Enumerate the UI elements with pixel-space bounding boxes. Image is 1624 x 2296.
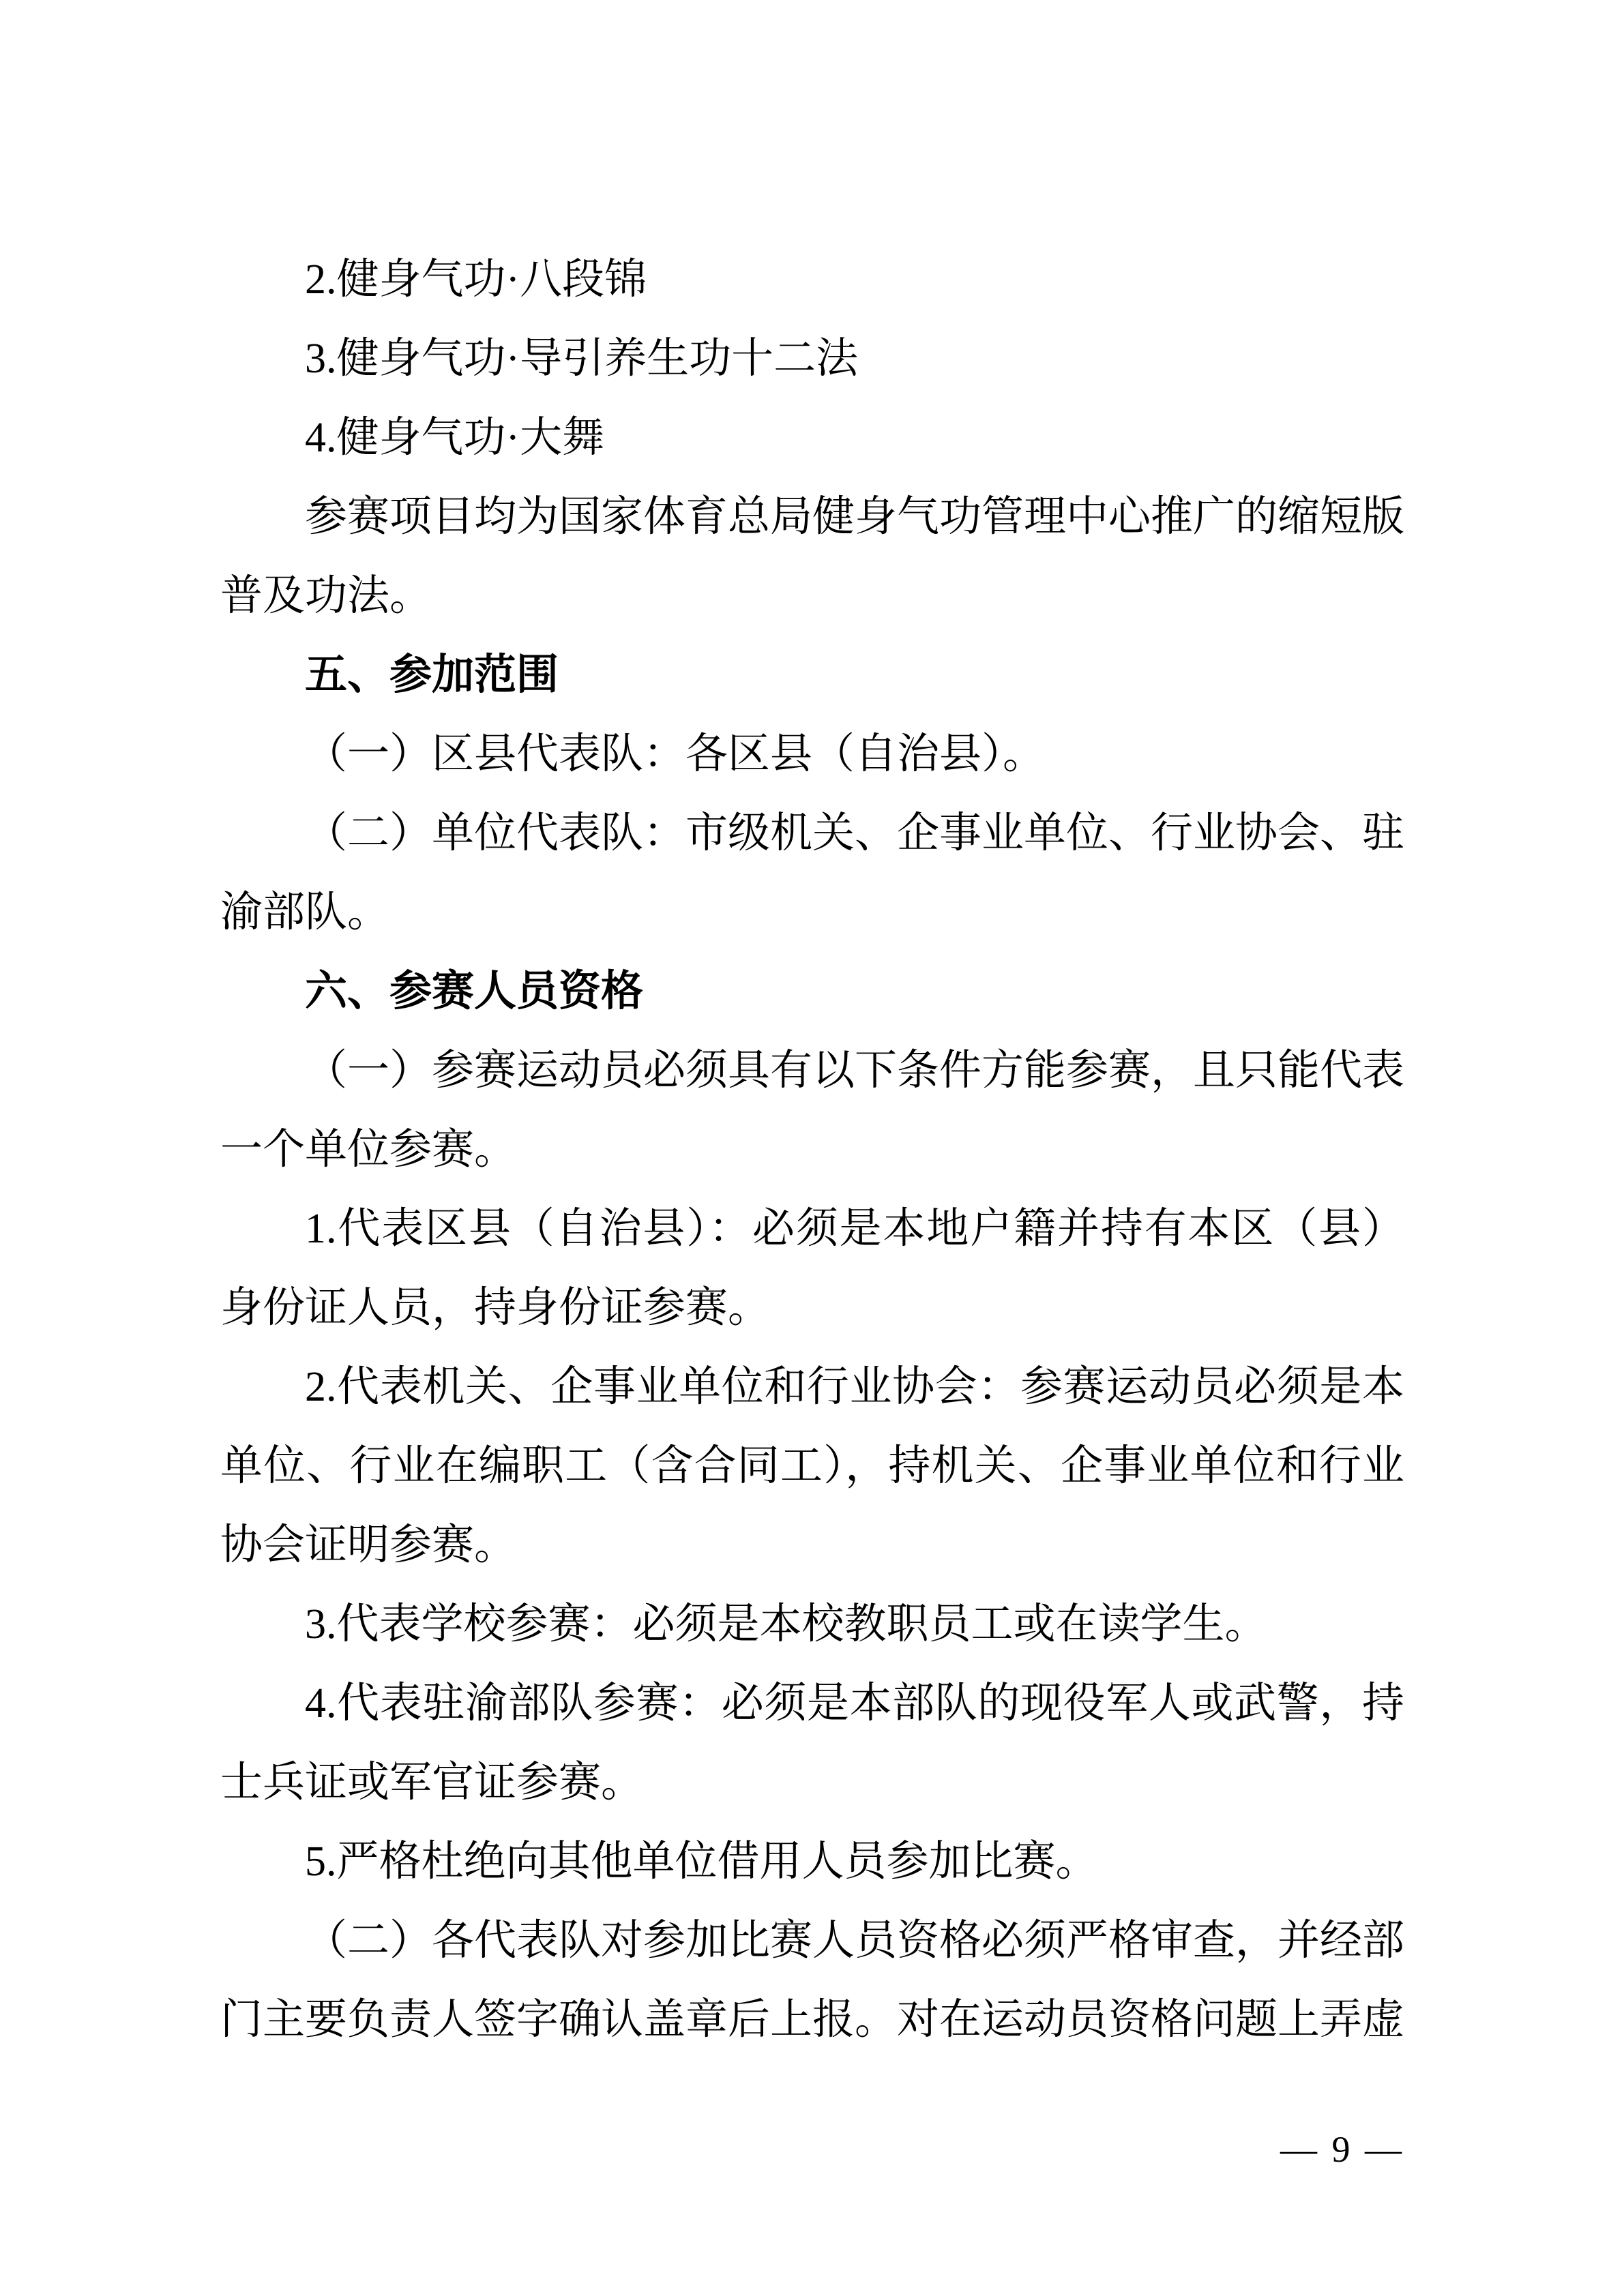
section-heading-5-participation-scope: 五、参加范围 [305, 651, 559, 698]
list-item-project-2: 2.健身气功·八段锦 [305, 256, 647, 303]
list-item-eligibility-4: 4.代表驻渝部队参赛：必须是本部队的现役军人或武警，持士兵证或军官证参赛。 [220, 1680, 1404, 1806]
paragraph-scope-item-1: （一）区县代表队：各区县（自治县）。 [305, 731, 1046, 777]
list-item-project-4: 4.健身气功·大舞 [305, 415, 605, 461]
list-item-eligibility-2: 2.代表机关、企事业单位和行业协会：参赛运动员必须是本单位、行业在编职工（含合同工），持机关、企事业单位和行业协会证明参赛。 [220, 1364, 1404, 1568]
paragraph-project-note: 参赛项目均为国家体育总局健身气功管理中心推广的缩短版普及功法。 [220, 494, 1405, 619]
paragraph-scope-item-2: （二）单位代表队：市级机关、企事业单位、行业协会、驻渝部队。 [220, 810, 1405, 936]
paragraph-eligibility-intro: （一）参赛运动员必须具有以下条件方能参赛，且只能代表一个单位参赛。 [220, 1047, 1405, 1173]
page-number: — 9 — [1280, 2129, 1404, 2170]
list-item-project-3: 3.健身气功·导引养生功十二法 [305, 336, 859, 382]
paragraph-eligibility-review: （二）各代表队对参加比赛人员资格必须严格审查，并经部门主要负责人签字确认盖章后上报。对在运动员资格问题上弄虚 [220, 1918, 1405, 2043]
list-item-eligibility-5: 5.严格杜绝向其他单位借用人员参加比赛。 [305, 1838, 1098, 1885]
list-item-eligibility-3: 3.代表学校参赛：必须是本校教职员工或在读学生。 [305, 1601, 1267, 1648]
document-body [220, 240, 1404, 2059]
section-heading-6-athlete-eligibility: 六、参赛人员资格 [305, 968, 644, 1015]
list-item-eligibility-1: 1.代表区县（自治县）：必须是本地户籍并持有本区（县）身份证人员，持身份证参赛。 [220, 1206, 1404, 1331]
